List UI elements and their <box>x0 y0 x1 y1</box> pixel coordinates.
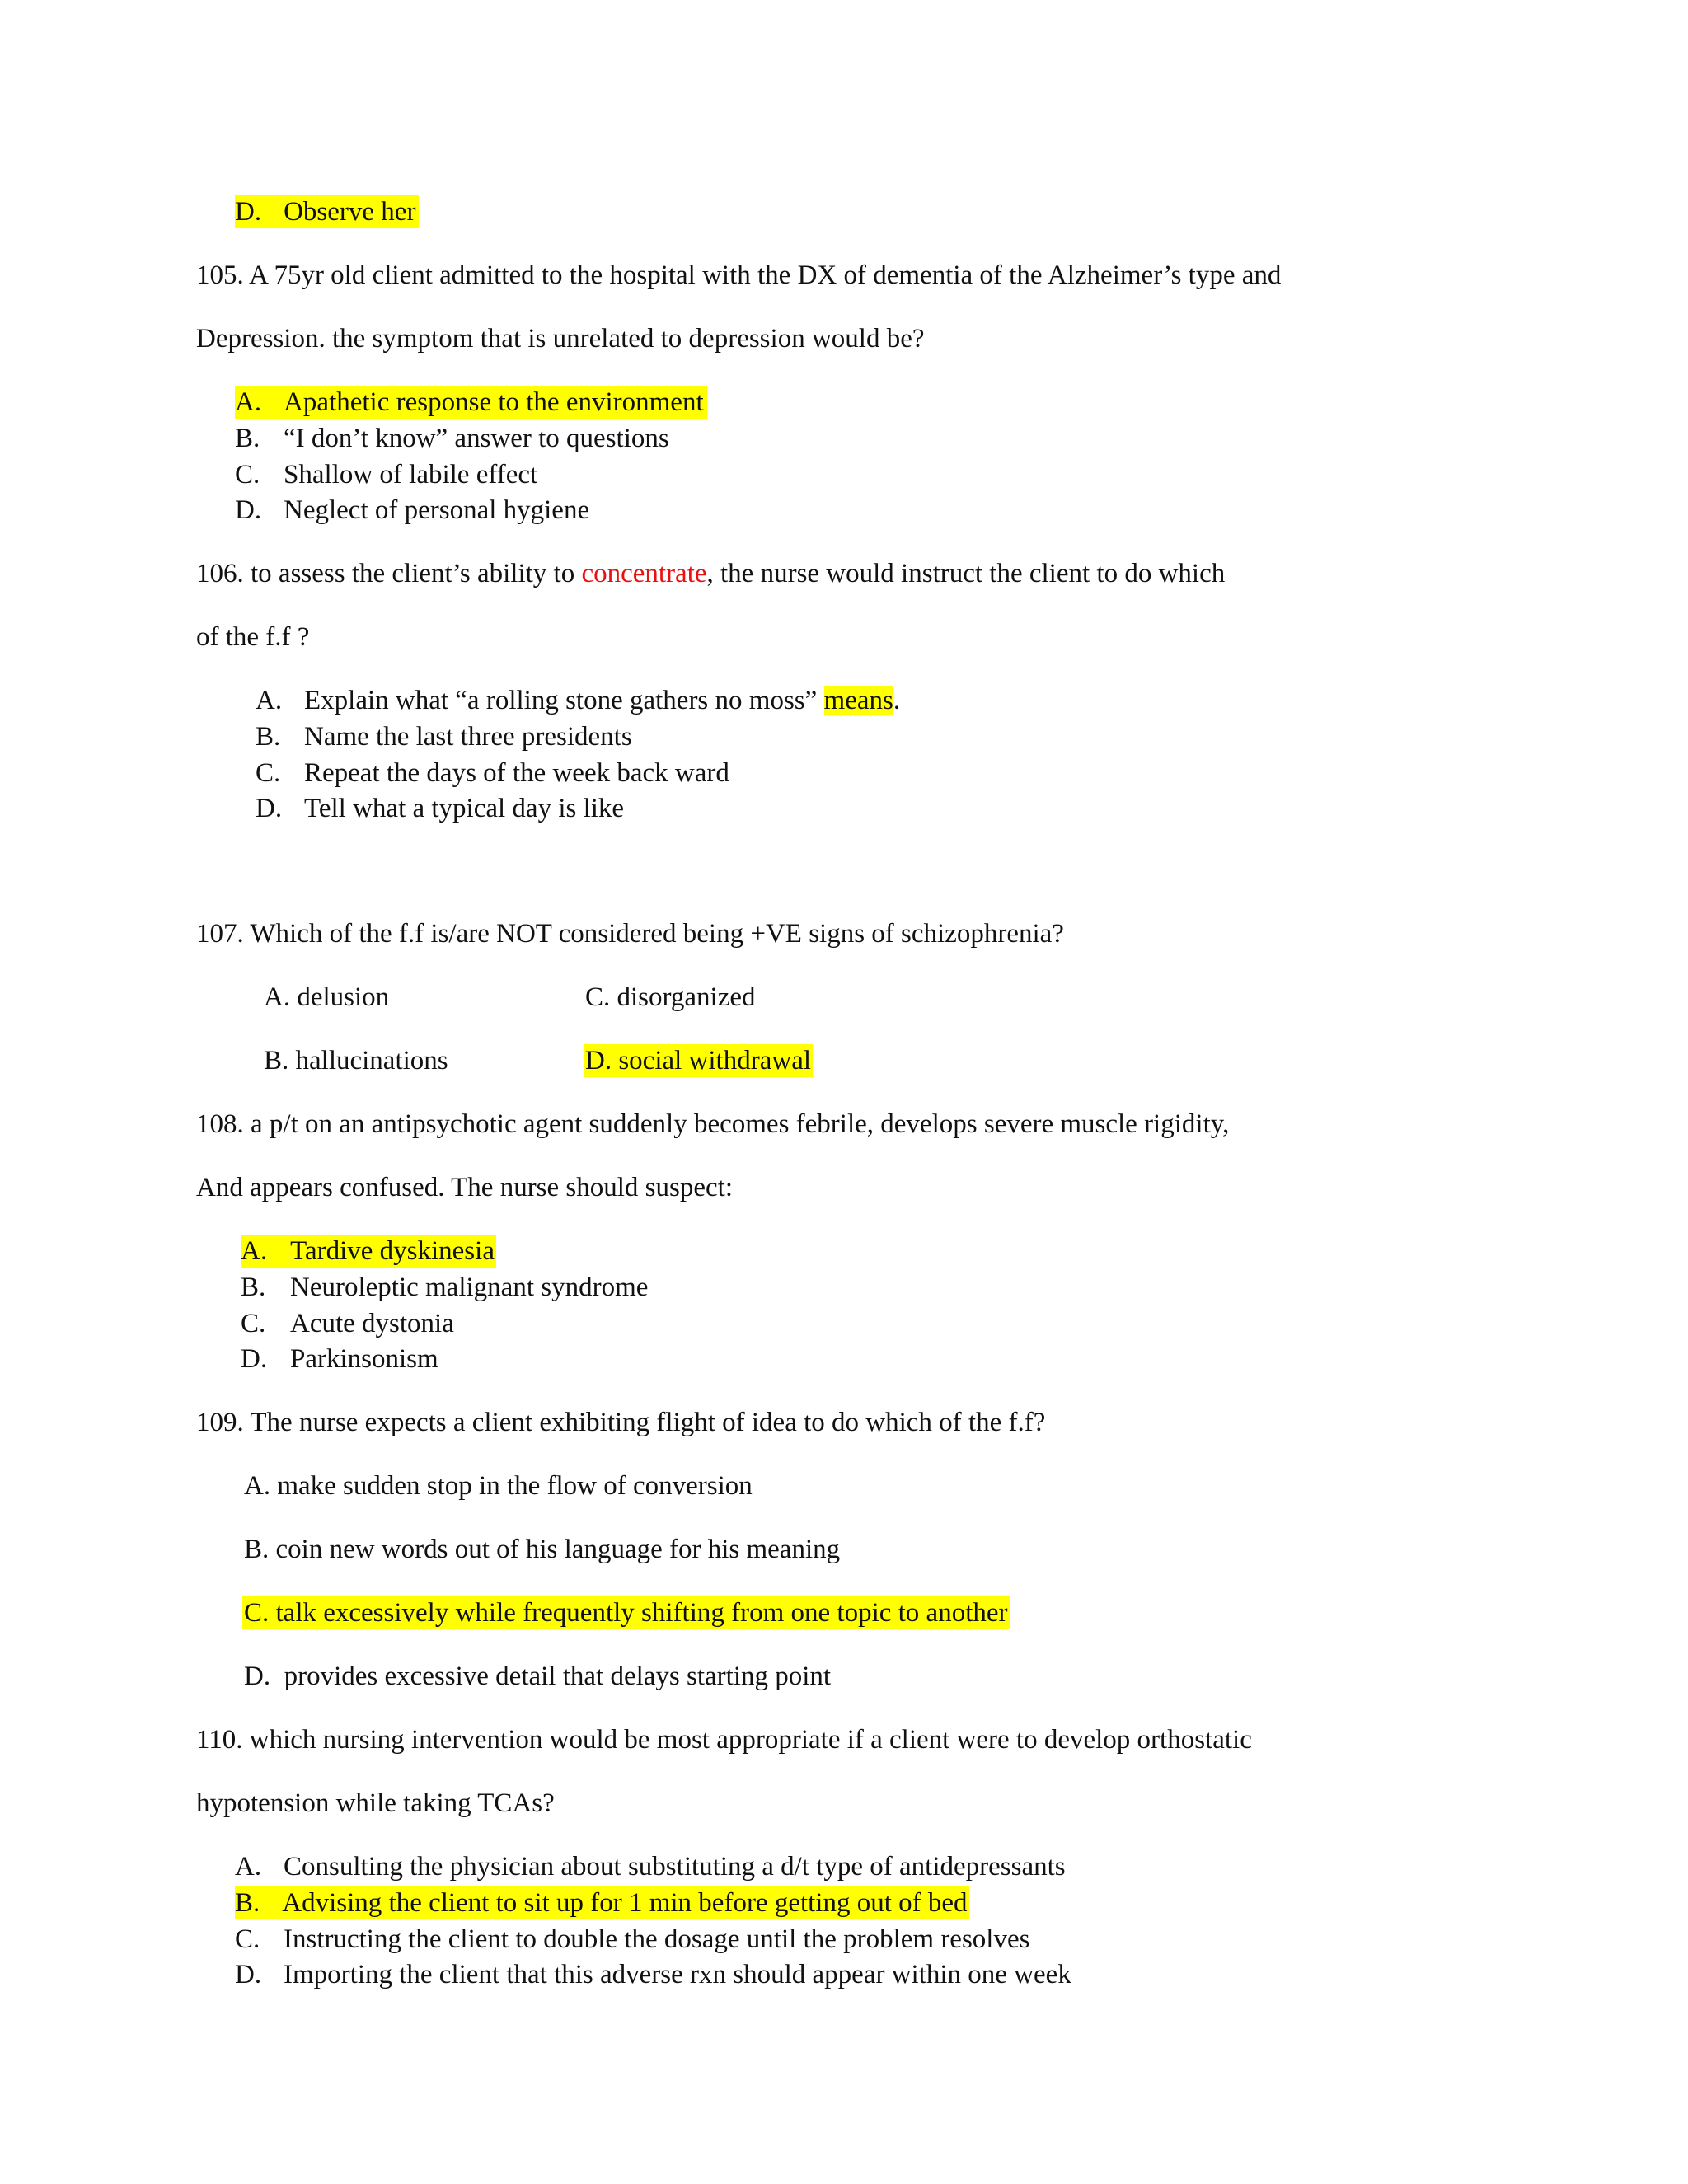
q106-stem-line2: of the f.f ? <box>196 622 310 652</box>
q108-option-a <box>0 1235 1688 1268</box>
q110-option-d-text: Importing the client that this adverse rxn should appear within one week <box>284 1960 1071 1990</box>
q104-option-d-highlight <box>235 195 419 228</box>
q110-option-d <box>0 1958 1688 1991</box>
q106-option-a-text-post: . <box>893 686 901 715</box>
q104-option-d <box>0 195 1688 228</box>
q105-option-c-text: Shallow of labile effect <box>284 460 538 490</box>
q108-option-d-text: Parkinsonism <box>290 1344 438 1374</box>
q106-stem-post: , the nurse would instruct the client to do which <box>706 559 1226 588</box>
q109-option-d: D. provides excessive detail that delays starting point <box>244 1661 832 1691</box>
q105-stem-line1: 105. A 75yr old client admitted to the hospital with the DX of dementia of the Alzheimer’s type and <box>196 260 1282 290</box>
q104-option-d-label: D. <box>235 197 262 227</box>
q105-option-d-label: D. <box>235 495 262 525</box>
q106-stem-line1 <box>196 557 1225 590</box>
q108-option-c-label: C. <box>241 1309 266 1338</box>
q107-stem-line1: 107. Which of the f.f is/are NOT considered being +VE signs of schizophrenia? <box>196 919 1064 949</box>
q110-option-c <box>0 1923 1688 1956</box>
q107-option-a: A. delusion <box>264 982 390 1012</box>
q106-option-c-text: Repeat the days of the week back ward <box>304 758 729 788</box>
q105-option-d <box>0 494 1688 527</box>
q110-option-b-text: Advising the client to sit up for 1 min before getting out of bed <box>282 1888 968 1918</box>
q109-option-b: B. coin new words out of his language for his meaning <box>244 1535 841 1564</box>
q110-option-a <box>0 1850 1688 1883</box>
q105-option-c-label: C. <box>235 460 260 490</box>
q108-option-c <box>0 1307 1688 1340</box>
q108-stem-line2: And appears confused. The nurse should suspect: <box>196 1173 733 1202</box>
q105-option-a-text: Apathetic response to the environment <box>284 387 704 417</box>
q106-option-b <box>0 720 1688 753</box>
q106-option-a-text <box>304 684 900 717</box>
q105-option-d-text: Neglect of personal hygiene <box>284 495 590 525</box>
q106-option-a-label: A. <box>256 686 283 715</box>
q108-option-a-highlight <box>241 1235 496 1268</box>
q106-option-a <box>0 684 1688 717</box>
q108-option-a-text: Tardive dyskinesia <box>290 1236 495 1266</box>
q110-option-b-label: B. <box>235 1888 260 1918</box>
q105-option-a-label: A. <box>235 387 262 417</box>
q105-stem-line2: Depression. the symptom that is unrelated to depression would be? <box>196 324 925 354</box>
q109-option-c: C. talk excessively while frequently shifting from one topic to another <box>244 1598 1008 1628</box>
q108-option-b-label: B. <box>241 1272 266 1302</box>
q104-option-d-text: Observe her <box>284 197 416 227</box>
q110-option-c-label: C. <box>235 1924 260 1954</box>
q110-option-b <box>0 1886 1688 1919</box>
q110-option-a-label: A. <box>235 1852 262 1882</box>
q106-option-b-text: Name the last three presidents <box>304 722 632 752</box>
q108-option-d <box>0 1343 1688 1376</box>
q109-stem-line1: 109. The nurse expects a client exhibiting flight of idea to do which of the f.f? <box>196 1408 1046 1437</box>
q107-option-c: C. disorganized <box>585 982 756 1012</box>
q107-option-b: B. hallucinations <box>264 1046 448 1076</box>
q109-option-a: A. make sudden stop in the flow of conversion <box>244 1471 753 1501</box>
q108-option-a-label: A. <box>241 1236 268 1266</box>
q110-option-b-highlight <box>235 1886 969 1919</box>
q106-option-d-label: D. <box>256 794 283 823</box>
q106-stem-pre: 106. to assess the client’s ability to <box>196 559 582 588</box>
q105-option-c <box>0 458 1688 491</box>
q106-option-d-text: Tell what a typical day is like <box>304 794 625 823</box>
q106-option-c-label: C. <box>256 758 281 788</box>
q108-option-d-label: D. <box>241 1344 268 1374</box>
q105-option-b <box>0 422 1688 455</box>
q110-stem-line1: 110. which nursing intervention would be most appropriate if a client were to develop orthostatic <box>196 1725 1252 1755</box>
q108-option-b-text: Neuroleptic malignant syndrome <box>290 1272 649 1302</box>
q110-option-d-label: D. <box>235 1960 262 1990</box>
q106-stem-emphasis: concentrate <box>581 559 707 588</box>
q110-stem-line2: hypotension while taking TCAs? <box>196 1788 555 1818</box>
q106-option-a-text-pre: Explain what “a rolling stone gathers no moss” <box>304 686 824 715</box>
q105-option-a <box>0 386 1688 419</box>
q110-option-c-text: Instructing the client to double the dosage until the problem resolves <box>284 1924 1030 1954</box>
q107-option-d: D. social withdrawal <box>585 1046 812 1076</box>
q108-option-c-text: Acute dystonia <box>290 1309 454 1338</box>
q105-option-b-text: “I don’t know” answer to questions <box>284 424 669 453</box>
q105-option-b-label: B. <box>235 424 260 453</box>
q110-option-a-text: Consulting the physician about substituting a d/t type of antidepressants <box>284 1852 1066 1882</box>
q106-option-b-label: B. <box>256 722 281 752</box>
q108-stem-line1: 108. a p/t on an antipsychotic agent suddenly becomes febrile, develops severe muscle rigidity, <box>196 1109 1230 1139</box>
q106-option-d <box>0 792 1688 825</box>
q106-option-a-text-highlight: means <box>823 686 893 715</box>
q108-option-b <box>0 1271 1688 1304</box>
q105-option-a-highlight <box>235 386 707 419</box>
q106-option-c <box>0 757 1688 790</box>
